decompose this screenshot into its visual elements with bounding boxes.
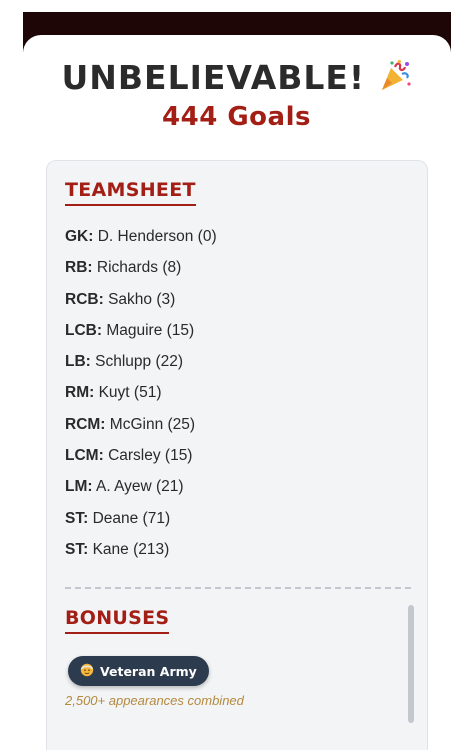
position-label: LM: [65, 478, 93, 496]
teamsheet-title: TEAMSHEET [65, 179, 196, 206]
badge-label: Veteran Army [100, 663, 197, 679]
list-item [65, 540, 405, 571]
veteran-army-badge [68, 656, 209, 686]
bonuses-title: BONUSES [65, 607, 169, 634]
bonus-description: 2,500+ appearances combined [65, 693, 244, 708]
player-name: D. Henderson (0) [97, 228, 217, 245]
scrollbar-thumb[interactable] [408, 605, 414, 723]
position-label: RM: [65, 384, 95, 402]
list-item [65, 446, 405, 477]
player-name: Richards (8) [96, 259, 182, 277]
player-name: Kane (213) [92, 540, 170, 558]
position-label: LB: [65, 353, 91, 371]
player-name: Kuyt (51) [98, 384, 162, 402]
position-label: LCB: [65, 321, 103, 339]
position-label: RCB: [65, 290, 104, 308]
goals-total: 444 Goals [162, 102, 311, 132]
party-popper-icon [378, 58, 412, 97]
list-item [65, 383, 405, 414]
old-man-icon [80, 663, 94, 680]
list-item [65, 477, 405, 508]
headline-text: UNBELIEVABLE! [61, 58, 366, 97]
position-label: GK: [65, 228, 94, 245]
player-name: Sakho (3) [108, 290, 176, 308]
position-label: ST: [65, 540, 89, 558]
section-divider [65, 587, 411, 589]
player-list [65, 227, 405, 571]
position-label: RCM: [65, 415, 106, 433]
player-name: Maguire (15) [106, 321, 195, 339]
list-item [65, 509, 405, 540]
player-name: A. Ayew (21) [96, 478, 184, 496]
list-item [65, 258, 405, 289]
list-item [65, 415, 405, 446]
position-label: ST: [65, 509, 89, 527]
player-name: Carsley (15) [108, 447, 193, 465]
headline [0, 58, 473, 97]
list-item [65, 352, 405, 383]
list-item [65, 290, 405, 321]
player-name: McGinn (25) [109, 415, 196, 433]
list-item [65, 227, 405, 258]
player-name: Deane (71) [92, 509, 171, 527]
list-item [65, 321, 405, 352]
teamsheet-panel [46, 160, 428, 750]
position-label: LCM: [65, 447, 104, 465]
player-name: Schlupp (22) [95, 353, 184, 371]
position-label: RB: [65, 259, 93, 277]
